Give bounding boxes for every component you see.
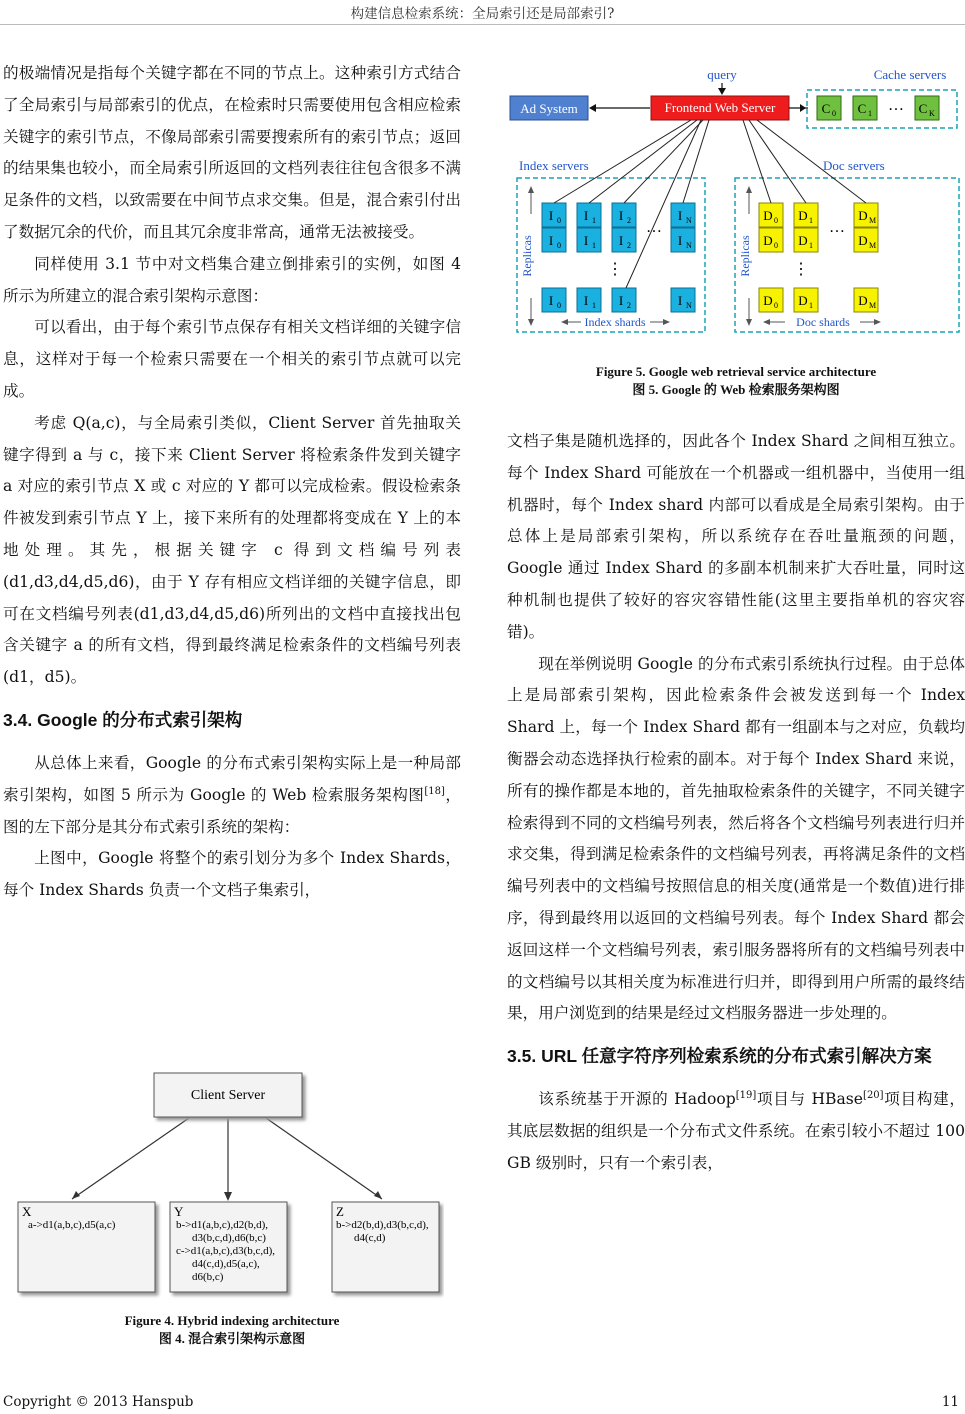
shard-subscript: 0 — [774, 216, 778, 225]
section-number: 3.4. — [3, 709, 33, 730]
shard-cell — [577, 203, 601, 227]
doc-servers-label: Doc servers — [823, 158, 885, 173]
shard-letter: I — [548, 208, 554, 223]
node-z-box — [332, 1202, 439, 1292]
shard-subscript: M — [869, 301, 877, 310]
shard-cell — [854, 228, 878, 252]
replicas-label: Replicas — [520, 235, 534, 277]
arrows — [72, 1118, 382, 1199]
cache-ellipsis: … — [888, 97, 904, 114]
node-x-postings: a->d1(a,b,c),d5(a,c) — [28, 1219, 116, 1231]
doc-shard-grid — [759, 203, 878, 312]
shard-cell — [612, 203, 636, 227]
shard-subscript: 1 — [592, 216, 596, 225]
shard-letter: D — [763, 293, 773, 308]
svg-text:1: 1 — [868, 109, 872, 118]
figure-4-diagram — [14, 1068, 444, 1300]
shard-cell — [542, 288, 566, 312]
figure-5-caption — [507, 363, 965, 399]
shard-letter: D — [858, 233, 868, 248]
shard-subscript: 2 — [627, 241, 631, 250]
paragraph: 可以看出，由于每个索引节点保存有相关文档详细的关键字信息，这样对于每一个检索只需要在一个相关的索引节点就可以完成。 — [3, 318, 461, 400]
svg-text:C: C — [918, 101, 928, 116]
node-x-label: X — [22, 1204, 32, 1219]
shard-subscript: 2 — [627, 216, 631, 225]
shard-subscript: 0 — [774, 301, 778, 310]
node-y-label: Y — [174, 1204, 184, 1219]
shard-subscript: N — [686, 241, 692, 250]
caption-en: Figure 5. Google web retrieval service architecture — [595, 364, 877, 379]
shard-letter: D — [763, 233, 773, 248]
right-column — [507, 426, 965, 1180]
section-heading-3-4 — [3, 706, 461, 734]
shard-cell — [759, 203, 783, 227]
frontend-web-server-label: Frontend Web Server — [664, 100, 776, 115]
node-x-box — [18, 1202, 155, 1292]
shard-subscript: 1 — [809, 241, 813, 250]
svg-text:K: K — [929, 109, 935, 118]
query-label: query — [707, 67, 737, 82]
figure-5-diagram — [505, 62, 965, 342]
replicas-label: Replicas — [738, 235, 752, 277]
citation[interactable]: [18] — [424, 785, 445, 797]
shard-subscript: M — [869, 216, 877, 225]
node-y-line: c->d1(a,b,c),d3(b,c,d), — [176, 1245, 276, 1257]
shard-letter: I — [618, 293, 624, 308]
text-run: 该系统基于开源的 Hadoop — [538, 1090, 736, 1109]
shard-cell — [794, 203, 818, 227]
shard-cell — [794, 228, 818, 252]
section-number: 3.5. — [507, 1046, 537, 1067]
shard-cell — [612, 228, 636, 252]
node-z-line: d4(c,d) — [354, 1232, 386, 1244]
shard-letter: D — [798, 233, 808, 248]
citation[interactable]: [20] — [863, 1089, 884, 1101]
paragraph: 同样使用 3.1 节中对文档集合建立倒排索引的实例，如图 4 所示为所建立的混合索引架构示意图： — [3, 254, 461, 305]
shard-letter: D — [858, 208, 868, 223]
shard-letter: D — [763, 208, 773, 223]
text-run: ，图的左下部分是其分布式索引系统的架构： — [3, 785, 461, 836]
paragraph — [507, 1084, 965, 1179]
shard-cell — [759, 288, 783, 312]
shard-cell — [612, 288, 636, 312]
index-servers-label: Index servers — [519, 158, 589, 173]
running-header: 构建信息检索系统：全局索引还是局部索引? — [350, 6, 615, 22]
shard-subscript: 1 — [809, 301, 813, 310]
node-z-line: b->d2(b,d),d3(b,c,d), — [336, 1219, 429, 1231]
shard-subscript: N — [686, 216, 692, 225]
node-y-line: d4(c,d),d5(a,c), — [192, 1258, 260, 1270]
section-heading-3-5 — [507, 1042, 965, 1070]
svg-text:C: C — [821, 101, 831, 116]
shard-letter: I — [618, 233, 624, 248]
shard-cell — [759, 228, 783, 252]
shard-letter: I — [677, 293, 683, 308]
node-y-line: b->d1(a,b,c),d2(b,d), — [176, 1219, 269, 1231]
left-column — [3, 58, 461, 907]
doc-h-ellipsis: … — [829, 219, 845, 236]
citation[interactable]: [19] — [735, 1089, 757, 1101]
shard-cell — [854, 203, 878, 227]
node-y-line: d6(b,c) — [192, 1271, 224, 1283]
paragraph: 现在举例说明 Google 的分布式索引系统执行过程。由于总体上是局部索引架构，因此检索条件会被发送到每一个 Index Shard 上，每一个 Index Shard 都有一组副本与之对应，负载均衡器会动态选择执行检索的副本。对于每个 Index Shard 来说，所有的操作都是本地的，首先抽取检索条件的关键字，不同关键字检索得到不同的文档编号列表，然后将各个文档编号列表进行归并求交集，得到满足检索条件的文档编号列表，再将满足条件的文档编号列表中的文档编号按照信息的相关度(通常是一个数值)进行排序，得到最终用以返回的文档编号列表。每个 Index Shard 都会返回这样一个文档编号列表，索引服务器将所有的文档编号列表中的文档编号以其相关度为标准进行归并，即得到用户所需的最终结果，用户浏览到的结果是经过文档服务器进一步处理的。 — [507, 654, 965, 1023]
paragraph: 上图中，Google 将整个的索引划分为多个 Index Shards，每个 Index Shards 负责一个文档子集索引， — [3, 849, 461, 900]
caption-zh: 图 5. Google 的 Web 检索服务架构图 — [632, 382, 840, 397]
shard-letter: I — [583, 208, 589, 223]
shard-subscript: 0 — [774, 241, 778, 250]
shard-letter: I — [583, 233, 589, 248]
paragraph — [3, 748, 461, 843]
cache-server — [853, 96, 877, 120]
caption-zh: 图 4. 混合索引架构示意图 — [158, 1331, 306, 1346]
cache-server — [915, 96, 939, 120]
shard-subscript: 0 — [557, 301, 561, 310]
doc-shards-label: Doc shards — [796, 315, 850, 329]
paragraph: 考虑 Q(a,c)，与全局索引类似，Client Server 首先抽取关键字得到 a 与 c，接下来 Client Server 将检索条件发到关键字 a 对应的索引节点 X 或 c 对应的 Y 都可以完成检索。假设检索条件被发到索引节点 Y 上，接下来所有的处理都将变成在 Y 上的本地处理。其先，根据关键字 c 得到文档编号列表(d1,d3,d4,d5,d6)，由于 Y 存有相应文档详细的关键字信息，即可在文档编号列表(d1,d3,d4,d5,d6)所列出的文档中直接找出包含关键字 a 的所有文档，得到最终满足检索条件的文档编号列表(d1，d5)。 — [3, 413, 461, 687]
shard-letter: I — [677, 208, 683, 223]
shard-cell — [671, 228, 695, 252]
shard-cell — [542, 228, 566, 252]
shard-cell — [542, 203, 566, 227]
shard-subscript: M — [869, 241, 877, 250]
shard-cell — [671, 288, 695, 312]
shard-subscript: 0 — [557, 241, 561, 250]
node-y-line: d3(b,c,d),d6(b,c) — [192, 1232, 266, 1244]
figure-4-caption — [3, 1312, 461, 1348]
cache-server — [817, 96, 841, 120]
client-server-label: Client Server — [190, 1088, 266, 1103]
shard-letter: D — [858, 293, 868, 308]
shard-subscript: 1 — [809, 216, 813, 225]
text-run: 项目与 HBase — [756, 1090, 864, 1109]
shard-letter: I — [548, 293, 554, 308]
section-title: URL 任意字符序列检索系统的分布式索引解决方案 — [541, 1046, 932, 1067]
svg-text:0: 0 — [832, 109, 836, 118]
shard-cell — [671, 203, 695, 227]
index-shard-grid — [542, 203, 695, 312]
shard-letter: D — [798, 208, 808, 223]
shard-subscript: 0 — [557, 216, 561, 225]
shard-subscript: 1 — [592, 241, 596, 250]
shard-subscript: 1 — [592, 301, 596, 310]
cache-servers-label: Cache servers — [873, 67, 947, 82]
svg-text:C: C — [857, 101, 867, 116]
page-number: 11 — [941, 1394, 959, 1410]
shard-letter: D — [798, 293, 808, 308]
shard-letter: I — [548, 233, 554, 248]
section-title: Google 的分布式索引架构 — [37, 709, 243, 730]
shard-subscript: 2 — [627, 301, 631, 310]
header-rule — [0, 24, 965, 25]
text-run: 项目构建，其底层数据的组织是一个分布式文件系统。在索引较小不超过 100 GB 级别时，只有一个索引表， — [507, 1090, 965, 1172]
index-shards-label: Index shards — [584, 315, 646, 329]
shard-cell — [577, 288, 601, 312]
paragraph: 的极端情况是指每个关键字都在不同的节点上。这种索引方式结合了全局索引与局部索引的优点，在检索时只需要使用包含相应检索关键字的索引节点，不像局部索引需要搜索所有的索引节点；返回的结果集也较小，而全局索引所返回的文档列表往往包含很多不满足条件的文档，以致需要在中间节点求交集。但是，混合索引付出了数据冗余的代价，而且其冗余度非常高，通常无法被接受。 — [3, 64, 461, 241]
ad-system-label: Ad System — [520, 101, 578, 116]
index-v-ellipsis: ⋮ — [607, 261, 623, 278]
caption-en: Figure 4. Hybrid indexing architecture — [124, 1313, 340, 1328]
doc-v-ellipsis: ⋮ — [793, 261, 809, 278]
index-h-ellipsis: … — [646, 219, 662, 236]
node-z-label: Z — [336, 1204, 344, 1219]
copyright: Copyright © 2013 Hanspub — [3, 1394, 194, 1410]
shard-cell — [577, 228, 601, 252]
shard-letter: I — [677, 233, 683, 248]
shard-letter: I — [618, 208, 624, 223]
shard-cell — [854, 288, 878, 312]
shard-letter: I — [583, 293, 589, 308]
shard-subscript: N — [686, 301, 692, 310]
shard-cell — [794, 288, 818, 312]
text-run: 从总体上来看，Google 的分布式索引架构实际上是一种局部索引架构，如图 5 所示为 Google 的 Web 检索服务架构图 — [3, 753, 461, 804]
paragraph: 文档子集是随机选择的，因此各个 Index Shard 之间相互独立。每个 Index Shard 可能放在一个机器或一组机器中，当使用一组机器时，每个 Index shard 内部可以看成是全局索引架构。由于总体上是局部索引架构，所以系统存在吞吐量瓶颈的问题，Google 通过 Index Shard 的多副本机制来扩大吞吐量，同时这种机制也提供了较好的容灾容错性能(这里主要指单机的容灾容错)。 — [507, 432, 965, 641]
